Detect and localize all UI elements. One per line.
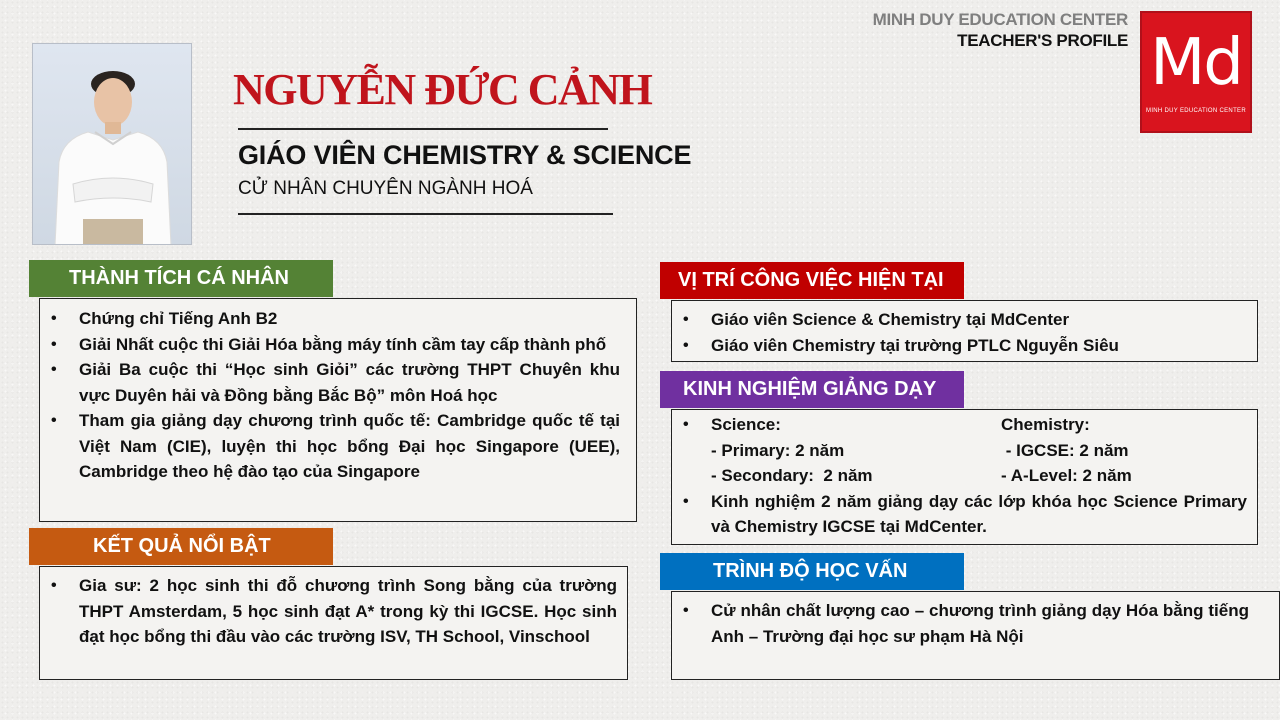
teacher-degree: CỬ NHÂN CHUYÊN NGÀNH HOÁ — [238, 178, 533, 199]
science-label: • Science: — [711, 415, 781, 434]
list-item: • Cử nhân chất lượng cao – chương trình giảng dạy Hóa bằng tiếng Anh – Trường đại học sư phạm Hà Nội — [672, 598, 1249, 649]
center-name: MINH DUY EDUCATION CENTER — [872, 10, 1128, 29]
position-list — [672, 307, 1247, 358]
list-item: • Tham gia giảng dạy chương trình quốc tế: Cambridge quốc tế tại Việt Nam (CIE), luyện thi học bổng Đại học Singapore (UEE), Cambridge theo hệ đào tạo của Singapore — [40, 408, 620, 485]
experience-box — [671, 409, 1258, 545]
logo-caption: MINH DUY EDUCATION CENTER — [1146, 108, 1246, 114]
chemistry-label: Chemistry: — [1001, 415, 1090, 434]
experience-heading: KINH NGHIỆM GIẢNG DẠY — [660, 371, 964, 408]
achievements-heading: THÀNH TÍCH CÁ NHÂN — [29, 260, 333, 297]
list-item: • Chứng chỉ Tiếng Anh B2 — [40, 306, 620, 332]
teacher-role: GIÁO VIÊN CHEMISTRY & SCIENCE — [238, 140, 692, 170]
list-item: • Kinh nghiệm 2 năm giảng dạy các lớp khóa học Science Primary và Chemistry IGCSE tại MdCenter. — [672, 489, 1247, 540]
list-item: • Giáo viên Chemistry tại trường PTLC Nguyễn Siêu — [672, 333, 1247, 359]
achievements-box — [39, 298, 637, 522]
experience-list — [672, 412, 1247, 540]
education-list — [672, 598, 1249, 649]
teacher-photo — [32, 43, 192, 245]
md-logo — [1140, 11, 1252, 133]
list-item: • Giáo viên Science & Chemistry tại MdCenter — [672, 307, 1247, 333]
position-box — [671, 300, 1258, 362]
science-line: - Secondary: 2 năm — [711, 466, 873, 485]
list-item: • Giải Ba cuộc thi “Học sinh Giỏi” các trường THPT Chuyên khu vực Duyên hải và Đồng bằng Bắc Bộ” môn Hoá học — [40, 357, 620, 408]
teacher-name: NGUYỄN ĐỨC CẢNH — [233, 65, 652, 114]
education-heading: TRÌNH ĐỘ HỌC VẤN — [660, 553, 964, 590]
achievements-list — [40, 306, 620, 485]
results-box — [39, 566, 628, 680]
results-list — [40, 573, 617, 650]
list-item: • Gia sư: 2 học sinh thi đỗ chương trình Song bằng của trường THPT Amsterdam, 5 học sinh đạt A* trong kỳ thi IGCSE. Học sinh đạt học bổng thi đầu vào các trường ISV, TH School, Vinschool — [40, 573, 617, 650]
list-item: • Giải Nhất cuộc thi Giải Hóa bằng máy tính cầm tay cấp thành phố — [40, 332, 620, 358]
divider-top — [238, 128, 608, 130]
logo-text: Md — [1150, 26, 1242, 100]
document-type: TEACHER'S PROFILE — [957, 31, 1128, 50]
list-item — [672, 412, 1247, 489]
divider-bottom — [238, 213, 613, 215]
education-box — [671, 591, 1280, 680]
science-line: - Primary: 2 năm — [711, 440, 845, 460]
chemistry-line: - IGCSE: 2 năm — [1001, 440, 1129, 460]
results-heading: KẾT QUẢ NỔI BẬT — [29, 528, 333, 565]
teacher-portrait-image — [33, 44, 192, 245]
chemistry-line: - A-Level: 2 năm — [1001, 466, 1132, 485]
position-heading: VỊ TRÍ CÔNG VIỆC HIỆN TẠI — [660, 262, 964, 299]
experience-grid — [711, 412, 1247, 489]
